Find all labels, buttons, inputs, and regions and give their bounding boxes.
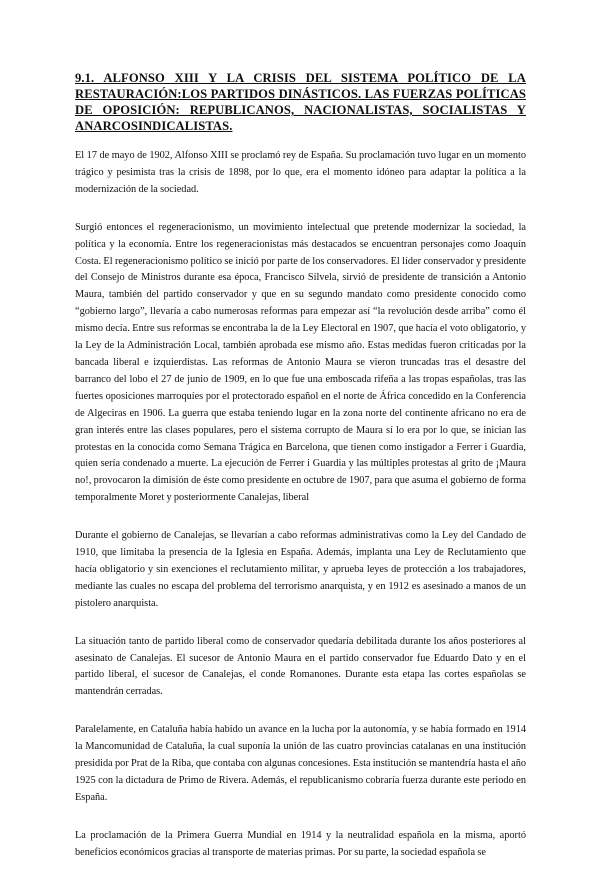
section-title: 9.1. ALFONSO XIII Y LA CRISIS DEL SISTEMA POLÍTICO DE LA RESTAURACIÓN:LOS PARTIDOS DINÁSTICOS. LAS FUERZAS POLÍTICAS DE OPOSICIÓN: REPUBLICANOS, NACIONALISTAS, SOCIALISTAS Y ANARCOSINDICALISTAS. (75, 71, 526, 133)
paragraph-cataluna: Paralelamente, en Cataluña había habido un avance en la lucha por la autonomía, y se había formado en 1914 la Mancomunidad de Cataluña, la cual suponía la unión de las cuatro provincias catalanas en una institución presidida por Prat de la Riba, que contaba con algunas concesiones. Esta institución se mantendría hasta el año 1925 con la dictadura de Primo de Rivera. Además, el republicanismo cobraría fuerza durante este periodo en España. (75, 724, 526, 803)
paragraph-primera-guerra: La proclamación de la Primera Guerra Mundial en 1914 y la neutralidad española en la misma, aportó beneficios económicos gracias al transporte de materias primas. Por su parte, la sociedad española se (75, 829, 526, 858)
paragraph-regeneracionismo: Surgió entonces el regeneracionismo, un movimiento intelectual que pretende modernizar la sociedad, la política y la economía. Entre los regeneracionistas más destacados se encuentran personajes como Joaquín Costa. El regeneracionismo político se inició por parte de los conservadores. El líder conservador y presidente del Consejo de Ministros durante esa época, Francisco Silvela, sirvió de presidente de transición a Antonio Maura, también del partido conservador y que en su segundo mandato como presidente conocido como “gobierno largo”, llevaría a cabo numerosas reformas para empezar así “la revolución desde arriba” como él mismo decía. Entre sus reformas se encontraba la de la Ley Electoral en 1907, que hacía el voto obligatorio, y la Ley de la Administración Local, también aprobada ese mismo año. Estas medidas fueron criticadas por la bancada liberal e izquierdistas. Las reformas de Antonio Maura se vieron truncadas tras el desastre del barranco del lobo el 27 de junio de 1909, en lo que fue una emboscada rifeña a las tropas españolas, tras las fuertes oposiciones marroquíes por el protectorado español en el norte de África concedido en la Conferencia de Algeciras en 1906. La guerra que estaba teniendo lugar en la zona norte del continente africano no era de gran interés entre las clases populares, pero el sistema corrupto de Maura sí lo era por lo que, se inician las protestas en la conocida como Semana Trágica en Barcelona, que tienen como instigador a Ferrer i Guardia, quien sería condenado a muerte. La ejecución de Ferrer i Guardia y las múltiples protestas al grito de ¡Maura no!, provocaron la dimisión de éste como presidente en octubre de 1907, para que asuma el gobierno de forma temporalmente Moret y posteriormente Canalejas, liberal (75, 221, 526, 504)
paragraph-canalejas: Durante el gobierno de Canalejas, se llevarían a cabo reformas administrativas como la Ley del Candado de 1910, que limitaba la presencia de la Iglesia en España. Además, implanta una Ley de Reclutamiento que hacía obligatorio y sin exenciones el reclutamiento militar, y aprueba leyes de protección a los trabajadores, mediante las cuales no escapa del problema del terrorismo anarquista, y en 1912 es asesinado a manos de un pistolero anarquista. (75, 530, 526, 609)
document-body (75, 70, 526, 883)
paragraph-partidos: La situación tanto de partido liberal como de conservador quedaría debilitada durante los años posteriores al asesinato de Canalejas. El sucesor de Antonio Maura en el partido conservador fue Eduardo Dato y en el partido liberal, el sucesor de Canalejas, el conde Romanones. Durante esta etapa las cortes españolas se mantendrán cerradas. (75, 635, 526, 698)
paragraph-proclamacion: El 17 de mayo de 1902, Alfonso XIII se proclamó rey de España. Su proclamación tuvo lugar en un momento trágico y pesimista tras la crisis de 1898, por lo que, era el momento idóneo para adaptar la política a la modernización de la sociedad. (75, 150, 526, 195)
